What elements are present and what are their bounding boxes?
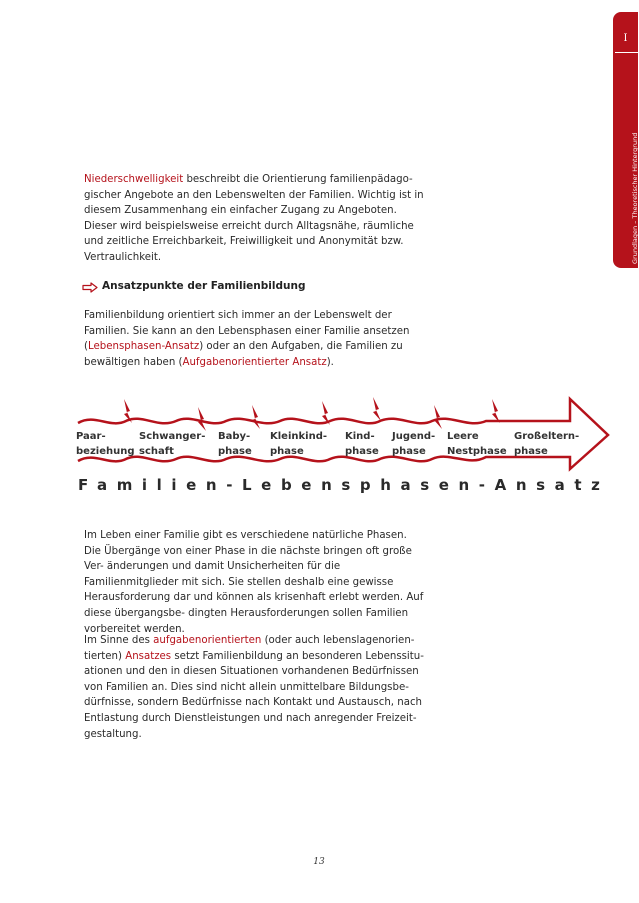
task-text-1: Im Sinne des xyxy=(84,635,154,646)
link-ansatzes: Ansatzes xyxy=(125,650,172,662)
task-text-2: (oder auch lebenslagenorien- tierten) xyxy=(84,635,415,662)
arrow-right-outline-icon xyxy=(82,282,98,293)
link-aufgabenorientierter-ansatz: Aufgabenorientierter Ansatz xyxy=(182,356,327,368)
section-heading: Ansatzpunkte der Familienbildung xyxy=(102,280,306,292)
phase-babyphase: Baby- phase xyxy=(218,431,252,457)
phase-paarbeziehung: Paar- beziehung xyxy=(76,431,135,457)
task-oriented-paragraph xyxy=(84,633,424,742)
lightning-bolt-icon xyxy=(124,397,500,431)
phase-leere-nestphase: Leere Nestphase xyxy=(447,431,507,457)
phase-kleinkindphase: Kleinkind- phase xyxy=(270,431,328,457)
approach-paragraph xyxy=(84,308,424,370)
life-phases-diagram xyxy=(0,395,613,470)
approach-text-1: Familienbildung orientiert sich immer an der Lebenswelt der Familien. Sie kann an den Lebensphasen einer Familie ansetzen ( xyxy=(84,310,410,353)
chapter-label: Grundlagen – Theoretischer Hintergrund xyxy=(631,132,639,264)
page-number: 13 xyxy=(313,857,325,867)
approach-text-2: ) oder an den Aufgaben, die Familien zu bewältigen haben ( xyxy=(84,341,403,368)
intro-text: beschreibt die Orientierung familienpädago- gischer Angebote an den Lebenswelten der Familien. Wichtig ist in diesem Zusammenhang ein einfacher Zugang zu Angeboten. Dieser wird beispielsweise erreicht durch Alltagsnähe, räumliche und zeitliche Erreichbarkeit, Freiwilligkeit und Anonymität bzw. Vertraulichkeit. xyxy=(84,174,424,263)
approach-text-3: ). xyxy=(326,356,334,368)
task-text-3: setzt Familienbildung an besonderen Lebenssitu- ationen und den in diesen Situationen vorhandenen Bedürfnissen von Familien an. Dies sind nicht allein unmittelbare Bildungsbe- dürfnisse, sondern Bedürfnisse nach Kontakt und Austausch, nach Entlastung durch Dienstleistungen und nach anregender Freizeit- gestaltung. xyxy=(84,650,424,740)
tab-divider xyxy=(615,52,638,53)
chapter-tab[interactable] xyxy=(613,12,638,268)
term-niederschwelligkeit: Niederschwelligkeit xyxy=(84,174,184,185)
phases-paragraph: Im Leben einer Familie gibt es verschiedene natürliche Phasen. Die Übergänge von einer Phase in die nächste bringen oft große Ver- änderungen und damit Unsicherheiten für die Familienmitglieder mit sich. Sie stellen deshalb eine gewisse Herausforderung dar und können als krisenhaft erlebt werden. Auf diese übergangsbe- dingten Herausforderungen sollen Familien vorbereitet werden. xyxy=(84,530,424,635)
link-lebensphasen-ansatz: Lebensphasen-Ansatz xyxy=(87,341,200,353)
chapter-number: I xyxy=(623,33,628,44)
link-aufgabenorientierten: aufgabenorientierten xyxy=(153,635,262,646)
phase-kindphase: Kind- phase xyxy=(345,431,379,457)
phase-grosseltern: Großeltern- phase xyxy=(514,431,580,457)
diagram-caption: Familien-Lebensphasen-Ansatz xyxy=(78,476,610,494)
phase-schwangerschaft: Schwanger- schaft xyxy=(139,431,206,457)
intro-paragraph xyxy=(84,172,424,266)
phase-jugendphase: Jugend- phase xyxy=(392,431,436,457)
